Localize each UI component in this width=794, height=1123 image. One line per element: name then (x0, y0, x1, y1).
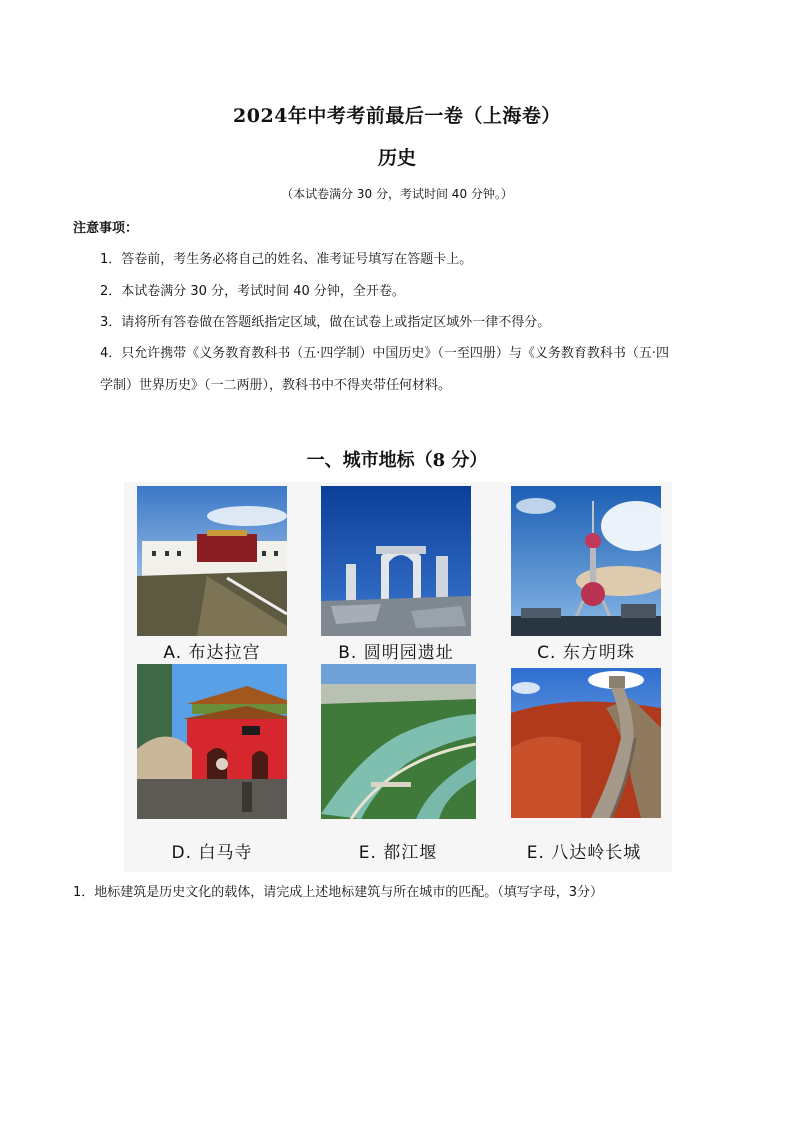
landmark-label: E. 都江堰 (358, 843, 438, 863)
subject-title: 历史 (377, 147, 416, 169)
landmark-label: C. 东方明珠 (537, 643, 635, 663)
landmark-label: A. 布达拉宫 (163, 643, 261, 663)
notice-item-continued: 学制）世界历史》（一二两册），教科书中不得夹带任何材料。 (100, 378, 452, 393)
yuanmingyuan-ruins-photo (321, 486, 471, 636)
landmark-label: D. 白马寺 (171, 843, 253, 863)
notice-item: 3．请将所有答卷做在答题纸指定区域，做在试卷上或指定区域外一律不得分。 (100, 315, 551, 330)
question-1: 1．地标建筑是历史文化的载体，请完成上述地标建筑与所在城市的匹配。（填写字母，3分） (73, 885, 604, 900)
landmark-image-grid (124, 482, 672, 872)
landmark-label: B. 圆明园遗址 (338, 643, 454, 663)
notice-item: 2．本试卷满分 30 分，考试时间 40 分钟，全开卷。 (100, 284, 405, 299)
notice-item: 1．答卷前，考生务必将自己的姓名、准考证号填写在答题卡上。 (100, 252, 473, 267)
dujiangyan-photo (321, 664, 476, 819)
notice-item: 4．只允许携带《义务教育教科书（五·四学制）中国历史》（一至四册）与《义务教育教科书（五·四 (100, 346, 670, 361)
section-title: 一、城市地标（8 分） (306, 450, 488, 471)
page-title: 2024年中考考前最后一卷（上海卷） (233, 105, 561, 127)
great-wall-photo (511, 668, 661, 818)
potala-palace-photo (137, 486, 287, 636)
white-horse-temple-photo (137, 664, 287, 819)
exam-note: （本试卷满分 30 分，考试时间 40 分钟。） (281, 187, 513, 201)
notice-heading: 注意事项： (73, 221, 139, 236)
landmark-label: E. 八达岭长城 (526, 843, 642, 863)
oriental-pearl-tower-photo (511, 486, 661, 636)
